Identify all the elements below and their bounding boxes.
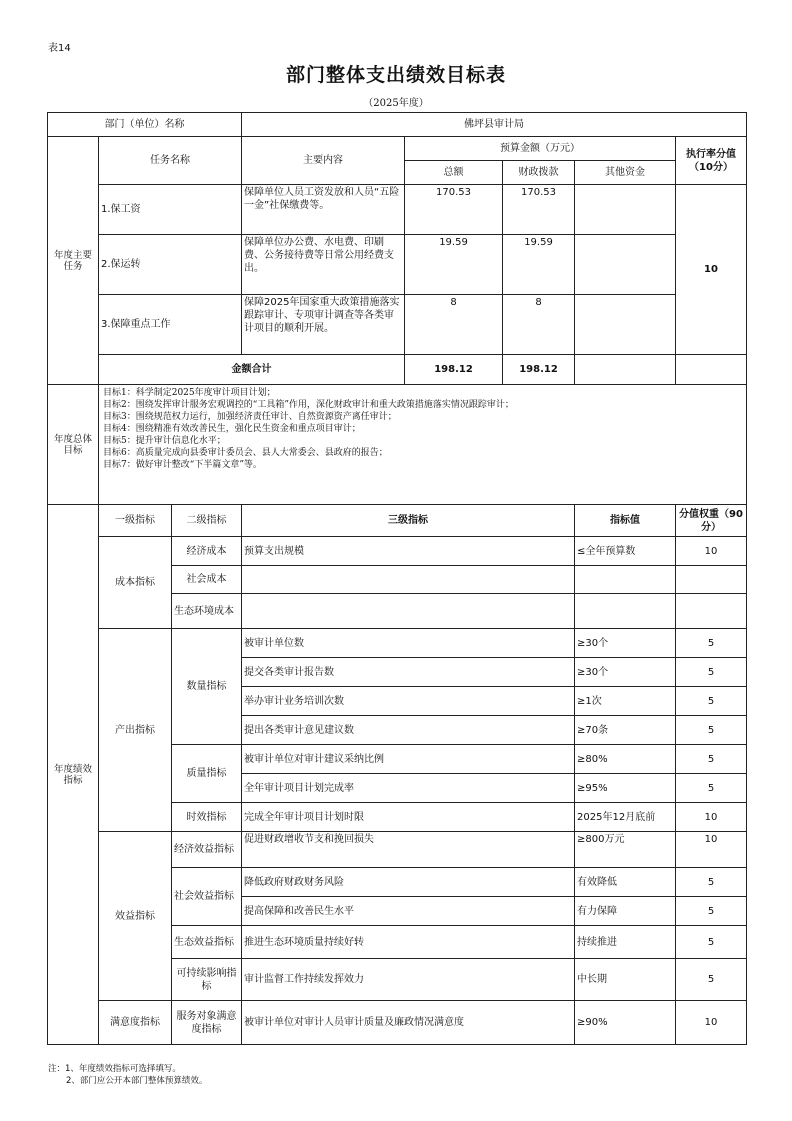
header-value: 指标值 xyxy=(575,505,676,537)
goal-item: 目标1：科学制定2025年度审计项目计划； xyxy=(103,388,276,398)
indicator-value: ≥90% xyxy=(575,1001,676,1045)
indicator-l3: 提出各类审计意见建议数 xyxy=(242,716,575,745)
indicator-value: ≥30个 xyxy=(575,629,676,658)
section-annual-tasks-label: 年度主要任务 xyxy=(48,137,99,385)
indicator-l3: 提交各类审计报告数 xyxy=(242,658,575,687)
indicator-l2: 质量指标 xyxy=(172,745,242,803)
indicator-weight: 5 xyxy=(676,868,747,897)
task-other xyxy=(575,295,676,355)
indicator-l3: 降低政府财政财务风险 xyxy=(242,868,575,897)
indicator-value: ≥70条 xyxy=(575,716,676,745)
indicator-l3: 被审计单位数 xyxy=(242,629,575,658)
page-title: 部门整体支出绩效目标表 xyxy=(285,64,506,86)
indicator-value: 中长期 xyxy=(575,959,676,1001)
indicator-l3: 举办审计业务培训次数 xyxy=(242,687,575,716)
goal-item: 目标4：围绕精准有效改善民生，强化民生资金和重点项目审计； xyxy=(103,424,361,434)
header-task-name: 任务名称 xyxy=(99,137,242,185)
goals-list xyxy=(99,385,747,505)
indicator-weight-empty xyxy=(676,566,747,594)
total-other-empty xyxy=(575,355,676,385)
indicator-l2: 经济成本 xyxy=(172,537,242,566)
task-content: 保障单位人员工资发放和人员“五险一金”社保缴费等。 xyxy=(242,185,405,235)
indicator-l2: 社会成本 xyxy=(172,566,242,594)
dept-label: 部门（单位）名称 xyxy=(48,113,242,137)
indicator-weight: 5 xyxy=(676,745,747,774)
table-number: 表14 xyxy=(48,43,71,54)
indicator-l3: 全年审计项目计划完成率 xyxy=(242,774,575,803)
indicator-weight: 10 xyxy=(676,1001,747,1045)
indicator-weight: 5 xyxy=(676,629,747,658)
exec-score-value: 10 xyxy=(676,185,747,355)
header-budget: 预算金额（万元） xyxy=(405,137,676,161)
header-total: 总额 xyxy=(405,161,503,185)
header-main-content: 主要内容 xyxy=(242,137,405,185)
indicator-l3: 被审计单位对审计人员审计质量及廉政情况满意度 xyxy=(242,1001,575,1045)
indicator-value: ≥80% xyxy=(575,745,676,774)
indicator-value: 2025年12月底前 xyxy=(575,803,676,832)
goal-item: 目标3：围绕规范权力运行，加强经济责任审计、自然资源资产离任审计； xyxy=(103,412,397,422)
indicator-value-empty xyxy=(575,594,676,629)
task-content: 保障2025年国家重大政策措施落实跟踪审计、专项审计调查等各类审计项目的顺利开展。 xyxy=(242,295,405,355)
indicator-l3: 审计监督工作持续发挥效力 xyxy=(242,959,575,1001)
indicator-l2: 生态效益指标 xyxy=(172,926,242,959)
indicator-l3-empty xyxy=(242,594,575,629)
total-score-empty xyxy=(676,355,747,385)
indicator-value: ≤全年预算数 xyxy=(575,537,676,566)
header-l3: 三级指标 xyxy=(242,505,575,537)
indicator-l2: 时效指标 xyxy=(172,803,242,832)
task-name: 3.保障重点工作 xyxy=(99,295,242,355)
performance-target-table xyxy=(47,112,747,1045)
task-total: 8 xyxy=(405,295,503,355)
indicator-value: ≥95% xyxy=(575,774,676,803)
indicator-l2: 服务对象满意度指标 xyxy=(172,1001,242,1045)
footnotes xyxy=(48,1063,207,1087)
indicator-l1-satisfaction: 满意度指标 xyxy=(99,1001,172,1045)
task-name: 1.保工资 xyxy=(99,185,242,235)
footnote: 2、部门应公开本部门整体预算绩效。 xyxy=(66,1076,208,1086)
indicator-l2: 数量指标 xyxy=(172,629,242,745)
indicator-l1-cost: 成本指标 xyxy=(99,537,172,629)
indicator-l3: 被审计单位对审计建议采纳比例 xyxy=(242,745,575,774)
indicator-l3: 完成全年审计项目计划时限 xyxy=(242,803,575,832)
section-annual-indicators-label: 年度绩效指标 xyxy=(48,505,99,1045)
indicator-weight: 10 xyxy=(676,803,747,832)
header-l1: 一级指标 xyxy=(99,505,172,537)
task-total: 170.53 xyxy=(405,185,503,235)
header-exec-score: 执行率分值（10分） xyxy=(676,137,747,185)
header-l2: 二级指标 xyxy=(172,505,242,537)
task-fiscal: 170.53 xyxy=(503,185,575,235)
goal-item: 目标6：高质量完成向县委审计委员会、县人大常委会、县政府的报告； xyxy=(103,448,388,458)
indicator-l2: 生态环境成本 xyxy=(172,594,242,629)
total-amount: 198.12 xyxy=(405,355,503,385)
task-fiscal: 8 xyxy=(503,295,575,355)
header-fiscal: 财政拨款 xyxy=(503,161,575,185)
indicator-l2: 社会效益指标 xyxy=(172,868,242,926)
task-fiscal: 19.59 xyxy=(503,235,575,295)
indicator-weight: 5 xyxy=(676,687,747,716)
indicator-value: 持续推进 xyxy=(575,926,676,959)
indicator-weight-empty xyxy=(676,594,747,629)
task-name: 2.保运转 xyxy=(99,235,242,295)
task-other xyxy=(575,185,676,235)
footnote: 注：1、年度绩效指标可选择填写。 xyxy=(48,1064,181,1074)
indicator-weight: 5 xyxy=(676,658,747,687)
fiscal-year: （2025年度） xyxy=(363,98,429,109)
indicator-value-empty xyxy=(575,566,676,594)
header-other: 其他资金 xyxy=(575,161,676,185)
indicator-value: ≥1次 xyxy=(575,687,676,716)
indicator-l2: 经济效益指标 xyxy=(172,832,242,868)
task-content: 保障单位办公费、水电费、印刷费、公务接待费等日常公用经费支出。 xyxy=(242,235,405,295)
header-weight: 分值权重（90分） xyxy=(676,505,747,537)
indicator-value: ≥30个 xyxy=(575,658,676,687)
indicator-l1-output: 产出指标 xyxy=(99,629,172,832)
indicator-weight: 5 xyxy=(676,716,747,745)
indicator-weight: 5 xyxy=(676,897,747,926)
indicator-l3: 预算支出规模 xyxy=(242,537,575,566)
indicator-l3: 提高保障和改善民生水平 xyxy=(242,897,575,926)
indicator-l3-empty xyxy=(242,566,575,594)
indicator-value: ≥800万元 xyxy=(575,832,676,868)
indicator-value: 有力保障 xyxy=(575,897,676,926)
indicator-l3: 促进财政增收节支和挽回损失 xyxy=(242,832,575,868)
indicator-value: 有效降低 xyxy=(575,868,676,897)
dept-name: 佛坪县审计局 xyxy=(242,113,747,137)
goal-item: 目标5：提升审计信息化水平； xyxy=(103,436,226,446)
indicator-l2: 可持续影响指标 xyxy=(172,959,242,1001)
indicator-weight: 5 xyxy=(676,774,747,803)
indicator-weight: 10 xyxy=(676,537,747,566)
total-label: 金额合计 xyxy=(99,355,405,385)
indicator-l1-benefit: 效益指标 xyxy=(99,832,172,1001)
goal-item: 目标2：围绕发挥审计服务宏观调控的“工具箱”作用，深化财政审计和重大政策措施落实情况跟踪审计； xyxy=(103,400,514,410)
indicator-weight: 5 xyxy=(676,959,747,1001)
task-total: 19.59 xyxy=(405,235,503,295)
goal-item: 目标7：做好审计整改“下半篇文章”等。 xyxy=(103,460,262,470)
indicator-weight: 10 xyxy=(676,832,747,868)
indicator-weight: 5 xyxy=(676,926,747,959)
section-annual-goals-label: 年度总体目标 xyxy=(48,385,99,505)
total-fiscal: 198.12 xyxy=(503,355,575,385)
task-other xyxy=(575,235,676,295)
indicator-l3: 推进生态环境质量持续好转 xyxy=(242,926,575,959)
